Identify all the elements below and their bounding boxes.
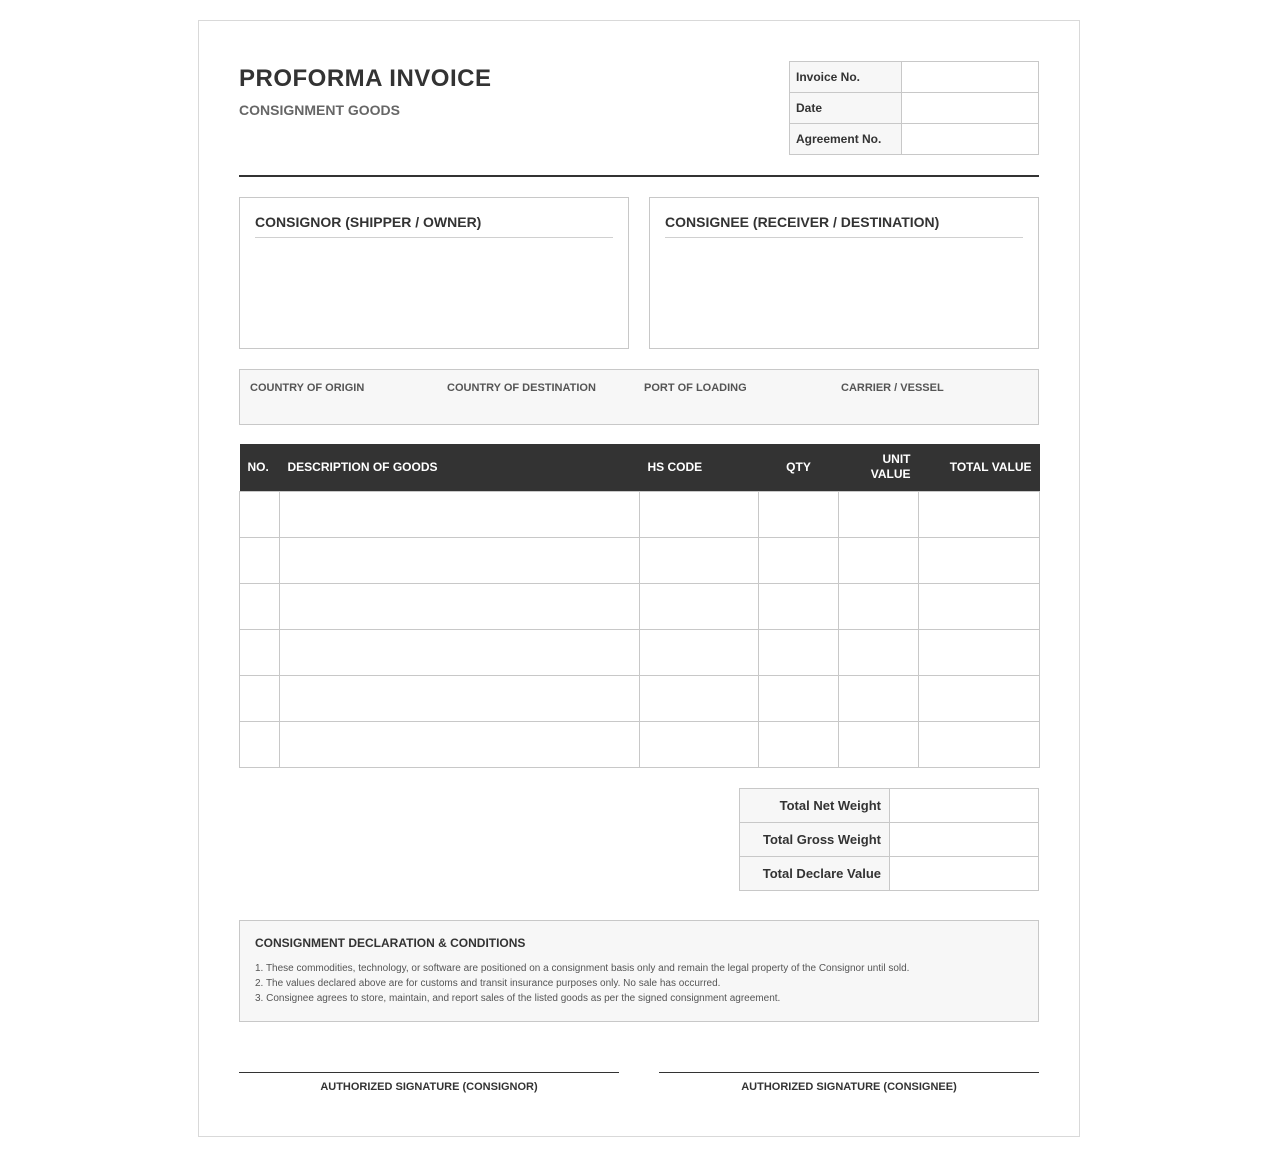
cell-total-value[interactable] [919,537,1040,583]
cell-description[interactable] [280,491,640,537]
cell-unit-value[interactable] [839,675,919,721]
cell-qty[interactable] [759,721,839,767]
declaration-line: 2. The values declared above are for customs and transit insurance purposes only. No sale has occurred. [255,978,721,989]
invoice-page [198,20,1080,1137]
declare-value-label: Total Declare Value [740,857,890,891]
cell-description[interactable] [280,537,640,583]
cell-total-value[interactable] [919,721,1040,767]
declaration-heading: CONSIGNMENT DECLARATION & CONDITIONS [255,936,526,950]
cell-hs-code[interactable] [640,675,759,721]
date-field[interactable] [902,93,1039,124]
totals-table [739,788,1039,891]
page-subtitle: CONSIGNMENT GOODS [239,102,401,118]
declare-value-field[interactable] [890,857,1039,891]
date-label: Date [790,93,902,124]
col-header-no: NO. [240,444,280,491]
net-weight-label: Total Net Weight [740,789,890,823]
declaration-line: 1. These commodities, technology, or software are positioned on a consignment basis only and remain the legal property of the Consignor until sold. [255,963,910,974]
header-divider [239,175,1039,177]
table-row [240,629,1040,675]
gross-weight-row [740,823,1039,857]
cell-description[interactable] [280,583,640,629]
declaration-line: 3. Consignee agrees to store, maintain, and report sales of the listed goods as per the signed consignment agreement. [255,993,781,1004]
net-weight-field[interactable] [890,789,1039,823]
country-of-origin-label: COUNTRY OF ORIGIN [250,382,365,394]
cell-no[interactable] [240,583,280,629]
cell-hs-code[interactable] [640,491,759,537]
invoice-no-field[interactable] [902,62,1039,93]
consignor-signature-line[interactable]: AUTHORIZED SIGNATURE (CONSIGNOR) [239,1072,619,1093]
cell-no[interactable] [240,629,280,675]
gross-weight-field[interactable] [890,823,1039,857]
agreement-no-label: Agreement No. [790,124,902,155]
shipment-info-bar [239,369,1039,425]
table-row [240,491,1040,537]
table-row [240,583,1040,629]
consignee-signature-line[interactable]: AUTHORIZED SIGNATURE (CONSIGNEE) [659,1072,1039,1093]
table-row [240,721,1040,767]
cell-qty[interactable] [759,583,839,629]
invoice-no-row [790,62,1039,93]
cell-total-value[interactable] [919,583,1040,629]
declaration-box [239,920,1039,1022]
col-header-description: DESCRIPTION OF GOODS [280,444,640,491]
page-title: PROFORMA INVOICE [239,65,492,92]
gross-weight-label: Total Gross Weight [740,823,890,857]
invoice-meta-table [789,61,1039,155]
cell-description[interactable] [280,675,640,721]
cell-total-value[interactable] [919,629,1040,675]
goods-table-header [240,444,1040,491]
cell-description[interactable] [280,629,640,675]
cell-hs-code[interactable] [640,629,759,675]
cell-unit-value[interactable] [839,629,919,675]
consignee-details[interactable] [665,248,1023,338]
net-weight-row [740,789,1039,823]
cell-description[interactable] [280,721,640,767]
date-row [790,93,1039,124]
col-header-total-value: TOTAL VALUE [919,444,1040,491]
cell-unit-value[interactable] [839,537,919,583]
agreement-no-row [790,124,1039,155]
cell-unit-value[interactable] [839,721,919,767]
cell-no[interactable] [240,675,280,721]
cell-hs-code[interactable] [640,721,759,767]
declare-value-row [740,857,1039,891]
table-row [240,537,1040,583]
cell-qty[interactable] [759,491,839,537]
consignor-heading: CONSIGNOR (SHIPPER / OWNER) [255,214,613,238]
agreement-no-field[interactable] [902,124,1039,155]
table-row [240,675,1040,721]
col-header-hs-code: HS CODE [640,444,759,491]
country-of-destination-label: COUNTRY OF DESTINATION [447,382,596,394]
cell-no[interactable] [240,491,280,537]
cell-hs-code[interactable] [640,583,759,629]
unit-value-line-1: UNIT [882,452,911,467]
unit-value-line-2: VALUE [870,467,911,482]
consignor-details[interactable] [255,248,613,338]
col-header-qty: QTY [759,444,839,491]
cell-unit-value[interactable] [839,491,919,537]
cell-no[interactable] [240,537,280,583]
col-header-unit-value [839,444,919,491]
port-of-loading-label: PORT OF LOADING [644,382,747,394]
consignee-box[interactable] [649,197,1039,349]
consignor-box[interactable] [239,197,629,349]
cell-qty[interactable] [759,629,839,675]
consignee-heading: CONSIGNEE (RECEIVER / DESTINATION) [665,214,1023,238]
cell-total-value[interactable] [919,675,1040,721]
invoice-no-label: Invoice No. [790,62,902,93]
cell-hs-code[interactable] [640,537,759,583]
cell-qty[interactable] [759,675,839,721]
cell-unit-value[interactable] [839,583,919,629]
carrier-vessel-label: CARRIER / VESSEL [841,382,944,394]
cell-total-value[interactable] [919,491,1040,537]
cell-no[interactable] [240,721,280,767]
cell-qty[interactable] [759,537,839,583]
goods-table [239,444,1040,768]
